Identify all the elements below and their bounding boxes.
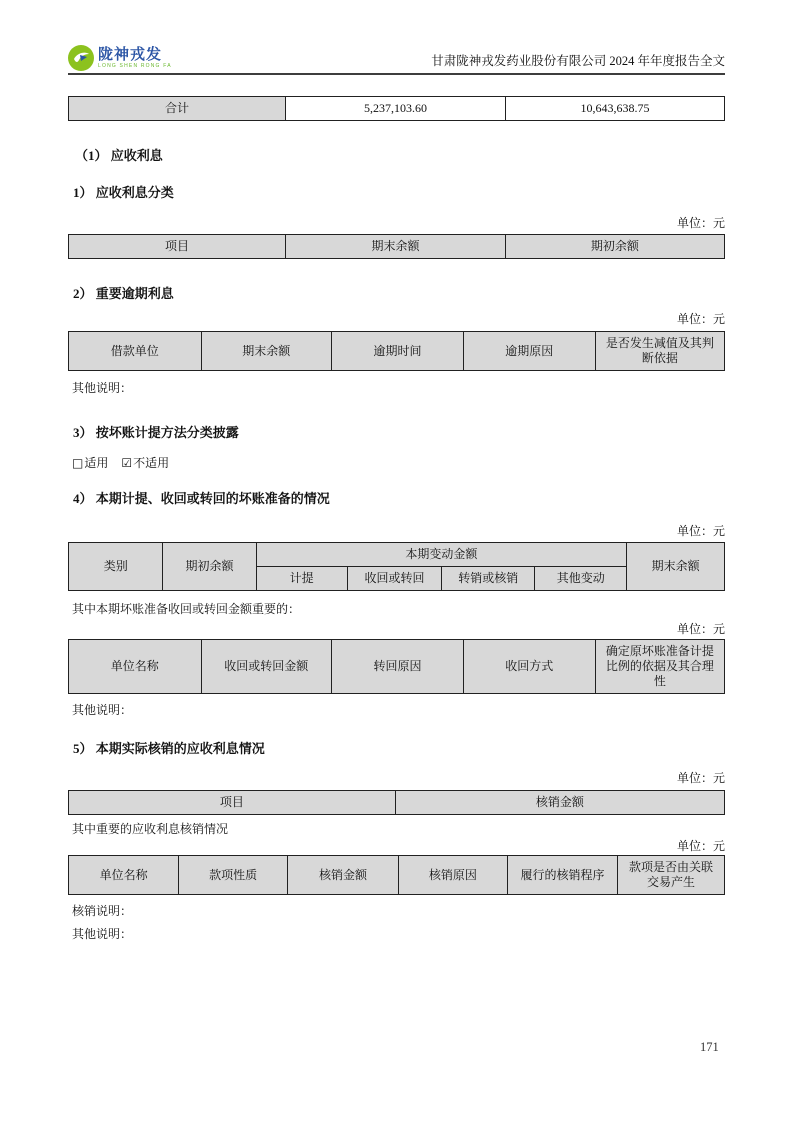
writeoff-note: 核销说明： xyxy=(72,904,133,918)
applicability-line xyxy=(72,456,725,471)
column-header: 期初余额 xyxy=(163,543,256,591)
provision-recovery-table xyxy=(68,639,725,694)
table-header-row xyxy=(69,235,725,259)
subsection-title-classification: 1） 应收利息分类 xyxy=(73,185,174,200)
column-header: 项目 xyxy=(69,235,286,259)
unit-label: 单位：元 xyxy=(676,524,725,538)
column-header: 款项是否由关联交易产生 xyxy=(618,856,725,895)
column-header: 确定原坏账准备计提比例的依据及其合理性 xyxy=(595,640,724,694)
table-header-row xyxy=(69,791,725,815)
column-header: 是否发生减值及其判断依据 xyxy=(595,332,724,371)
totals-opening-balance: 10,643,638.75 xyxy=(505,97,724,121)
page-number: 171 xyxy=(700,1040,719,1054)
column-header: 期末余额 xyxy=(201,332,332,371)
column-header: 期末余额 xyxy=(627,543,725,591)
section-title-interest-receivable: （1） 应收利息 xyxy=(75,148,163,163)
subsection-title-provision-method: 3） 按坏账计提方法分类披露 xyxy=(73,425,239,440)
column-header: 收回或转回金额 xyxy=(201,640,332,694)
important-recovery-note: 其中本期坏账准备收回或转回金额重要的： xyxy=(72,602,301,616)
column-header: 项目 xyxy=(69,791,396,815)
totals-table xyxy=(68,96,725,121)
column-header: 单位名称 xyxy=(69,640,202,694)
table-header-row xyxy=(69,332,725,371)
table-header-row xyxy=(69,543,725,567)
unit-label: 单位：元 xyxy=(676,216,725,230)
logo-icon xyxy=(68,45,94,71)
table-row xyxy=(69,97,725,121)
column-header: 期末余额 xyxy=(286,235,506,259)
column-header: 逾期原因 xyxy=(463,332,595,371)
column-header: 借款单位 xyxy=(69,332,202,371)
column-header: 履行的核销程序 xyxy=(507,856,617,895)
column-header: 转回原因 xyxy=(332,640,464,694)
unit-label: 单位：元 xyxy=(676,771,725,785)
brand-subtext: LONG SHEN RONG FA xyxy=(98,63,172,69)
column-header: 其他变动 xyxy=(535,567,627,591)
unit-label: 单位：元 xyxy=(676,839,725,853)
other-note: 其他说明： xyxy=(72,927,133,941)
page-header xyxy=(68,45,725,75)
column-group-header: 本期变动金额 xyxy=(256,543,627,567)
column-header: 款项性质 xyxy=(179,856,288,895)
column-header: 核销金额 xyxy=(288,856,399,895)
table-header-row xyxy=(69,856,725,895)
checkbox-applicable xyxy=(72,456,108,470)
checkbox-label: 适用 xyxy=(84,456,109,470)
interest-classification-table xyxy=(68,234,725,259)
checkbox-unchecked-icon: □ xyxy=(72,456,84,470)
important-writeoff-table xyxy=(68,855,725,895)
column-header: 核销金额 xyxy=(395,791,724,815)
bad-debt-provision-table xyxy=(68,542,725,591)
column-header: 类别 xyxy=(69,543,163,591)
column-header: 核销原因 xyxy=(398,856,507,895)
other-note: 其他说明： xyxy=(72,703,133,717)
column-header: 逾期时间 xyxy=(332,332,464,371)
column-header: 收回或转回 xyxy=(347,567,441,591)
column-header: 收回方式 xyxy=(463,640,595,694)
column-header: 转销或核销 xyxy=(442,567,535,591)
subsection-title-actual-writeoff: 5） 本期实际核销的应收利息情况 xyxy=(73,741,265,756)
checkbox-not-applicable xyxy=(121,456,169,470)
important-writeoff-note: 其中重要的应收利息核销情况 xyxy=(72,822,229,836)
checkbox-checked-icon: ☑ xyxy=(121,456,133,470)
brand-text xyxy=(98,47,172,69)
column-header: 期初余额 xyxy=(505,235,724,259)
checkbox-label: 不适用 xyxy=(133,456,170,470)
brand-name: 陇神戎发 xyxy=(98,46,163,63)
report-title: 甘肃陇神戎发药业股份有限公司 2024 年年度报告全文 xyxy=(431,54,725,68)
unit-label: 单位：元 xyxy=(676,622,725,636)
column-header: 单位名称 xyxy=(69,856,179,895)
table-header-row xyxy=(69,640,725,694)
subsection-title-overdue-interest: 2） 重要逾期利息 xyxy=(73,286,174,301)
other-note: 其他说明： xyxy=(72,381,133,395)
unit-label: 单位：元 xyxy=(676,312,725,326)
overdue-interest-table xyxy=(68,331,725,371)
subsection-title-bad-debt-provision: 4） 本期计提、收回或转回的坏账准备的情况 xyxy=(73,491,330,506)
company-logo xyxy=(68,45,172,71)
column-header: 计提 xyxy=(256,567,347,591)
writeoff-summary-table xyxy=(68,790,725,815)
totals-label: 合计 xyxy=(69,97,286,121)
totals-closing-balance: 5,237,103.60 xyxy=(286,97,506,121)
